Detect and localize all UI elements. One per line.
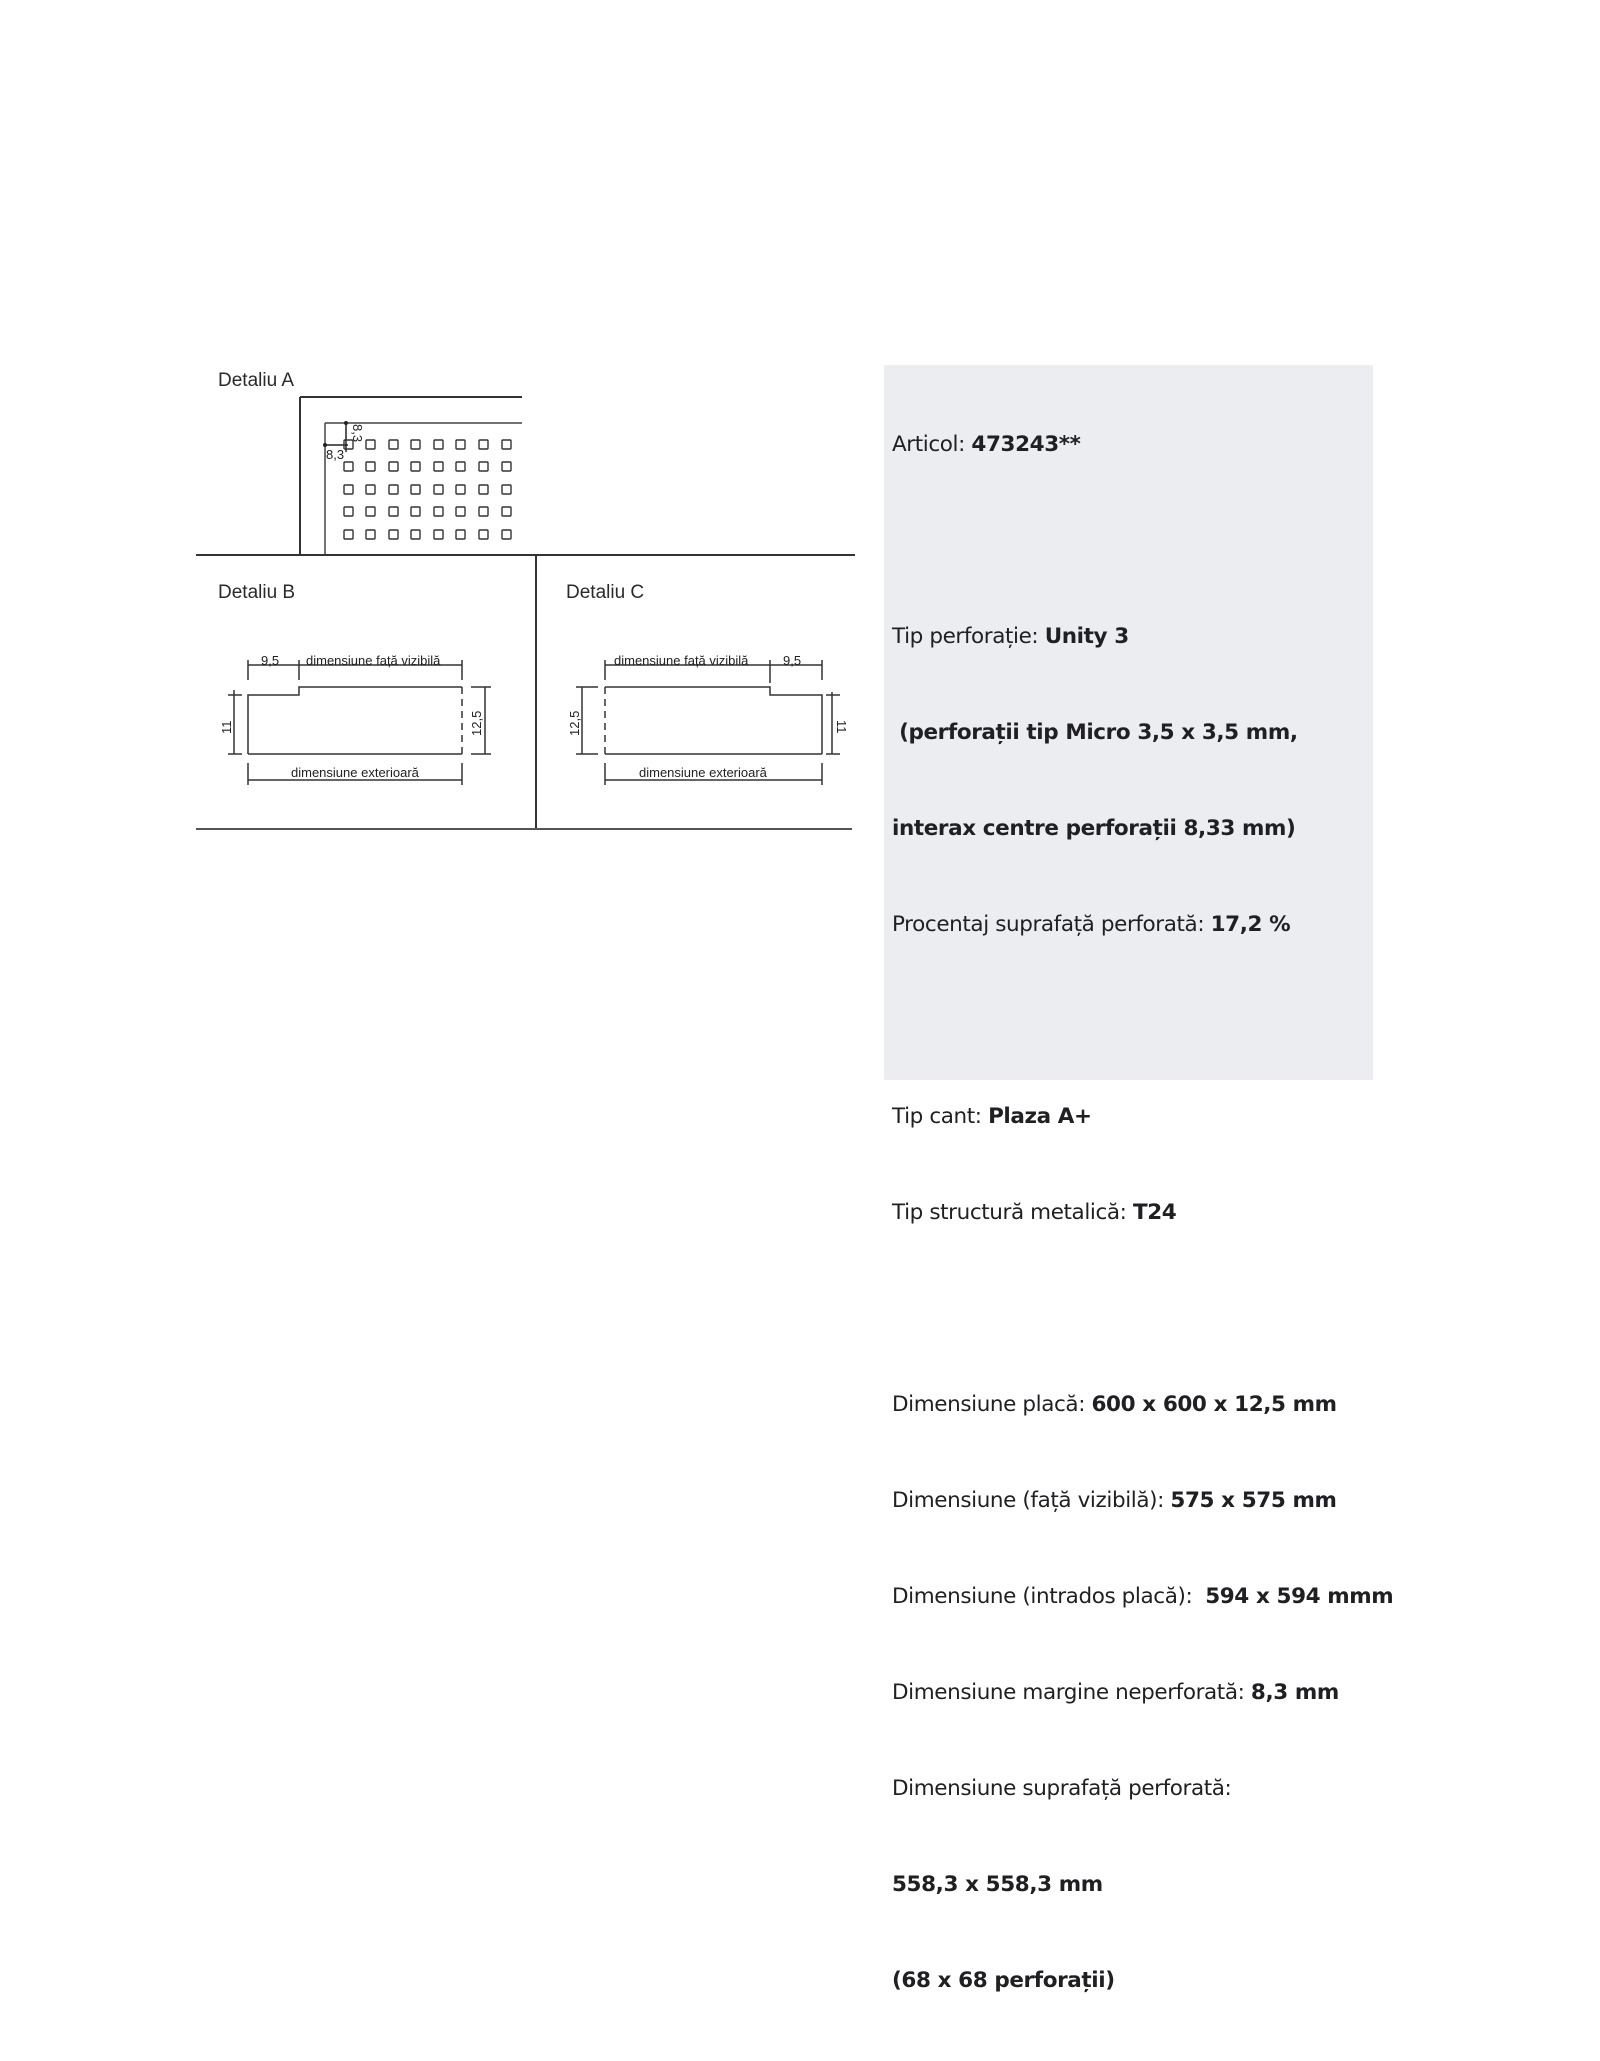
- dim-b-visible-face: dimensiune față vizibilă: [306, 653, 441, 668]
- divider-middle: [535, 555, 537, 829]
- dim-b-left-height: 11: [219, 720, 234, 734]
- dim-b-step: 9,5: [261, 653, 280, 668]
- dim-b-right-height: 12,5: [469, 710, 484, 736]
- spec-panel: [884, 365, 1394, 1993]
- detail-c-title: Detaliu C: [566, 582, 645, 603]
- spec-margin-size: Dimensiune margine neperforată: 8,3 mm: [892, 1680, 1339, 1705]
- dim-b-exterior: dimensiune exterioară: [291, 765, 419, 780]
- spec-perforated-percent: Procentaj suprafață perforată: 17,2 %: [892, 912, 1291, 937]
- spec-intrados-size: Dimensiune (intrados placă): 594 x 594 mmm: [892, 1584, 1394, 1609]
- dim-c-right-height: 11: [834, 720, 849, 734]
- spec-perforation-note-2: interax centre perforații 8,33 mm): [892, 816, 1296, 841]
- perforation-grid: [344, 440, 511, 539]
- spec-text: [892, 365, 1393, 2061]
- spec-perforation-note-1: (perforații tip Micro 3,5 x 3,5 mm,: [892, 720, 1298, 745]
- spec-perforation-type: Tip perforație: Unity 3: [892, 624, 1129, 649]
- detail-a-drawing: [290, 390, 530, 555]
- spec-board-size: Dimensiune placă: 600 x 600 x 12,5 mm: [892, 1392, 1337, 1417]
- spec-edge-type: Tip cant: Plaza A+: [892, 1104, 1092, 1129]
- detail-c-drawing: [565, 650, 855, 795]
- dim-c-left-height: 12,5: [567, 710, 582, 736]
- detail-b-title: Detaliu B: [218, 582, 296, 603]
- detail-a-title: Detaliu A: [218, 370, 295, 391]
- divider-top: [196, 554, 855, 556]
- spec-perforated-area-value: 558,3 x 558,3 mm: [892, 1872, 1103, 1897]
- detail-b-drawing: [215, 650, 505, 795]
- spec-visible-face-size: Dimensiune (față vizibilă): 575 x 575 mm: [892, 1488, 1337, 1513]
- spec-perforation-count: (68 x 68 perforații): [892, 1968, 1115, 1993]
- dim-c-visible-face: dimensiune față vizibilă: [614, 653, 749, 668]
- dim-a-vertical: 8,3: [350, 424, 365, 443]
- divider-bottom: [196, 828, 852, 830]
- dim-a-horizontal: 8,3: [326, 447, 345, 462]
- dim-c-step: 9,5: [783, 653, 802, 668]
- spec-article: Articol: 473243**: [892, 432, 1081, 457]
- spec-perforated-area-label: Dimensiune suprafață perforată:: [892, 1776, 1232, 1801]
- dim-c-exterior: dimensiune exterioară: [639, 765, 767, 780]
- spec-metal-structure: Tip structură metalică: T24: [892, 1200, 1177, 1225]
